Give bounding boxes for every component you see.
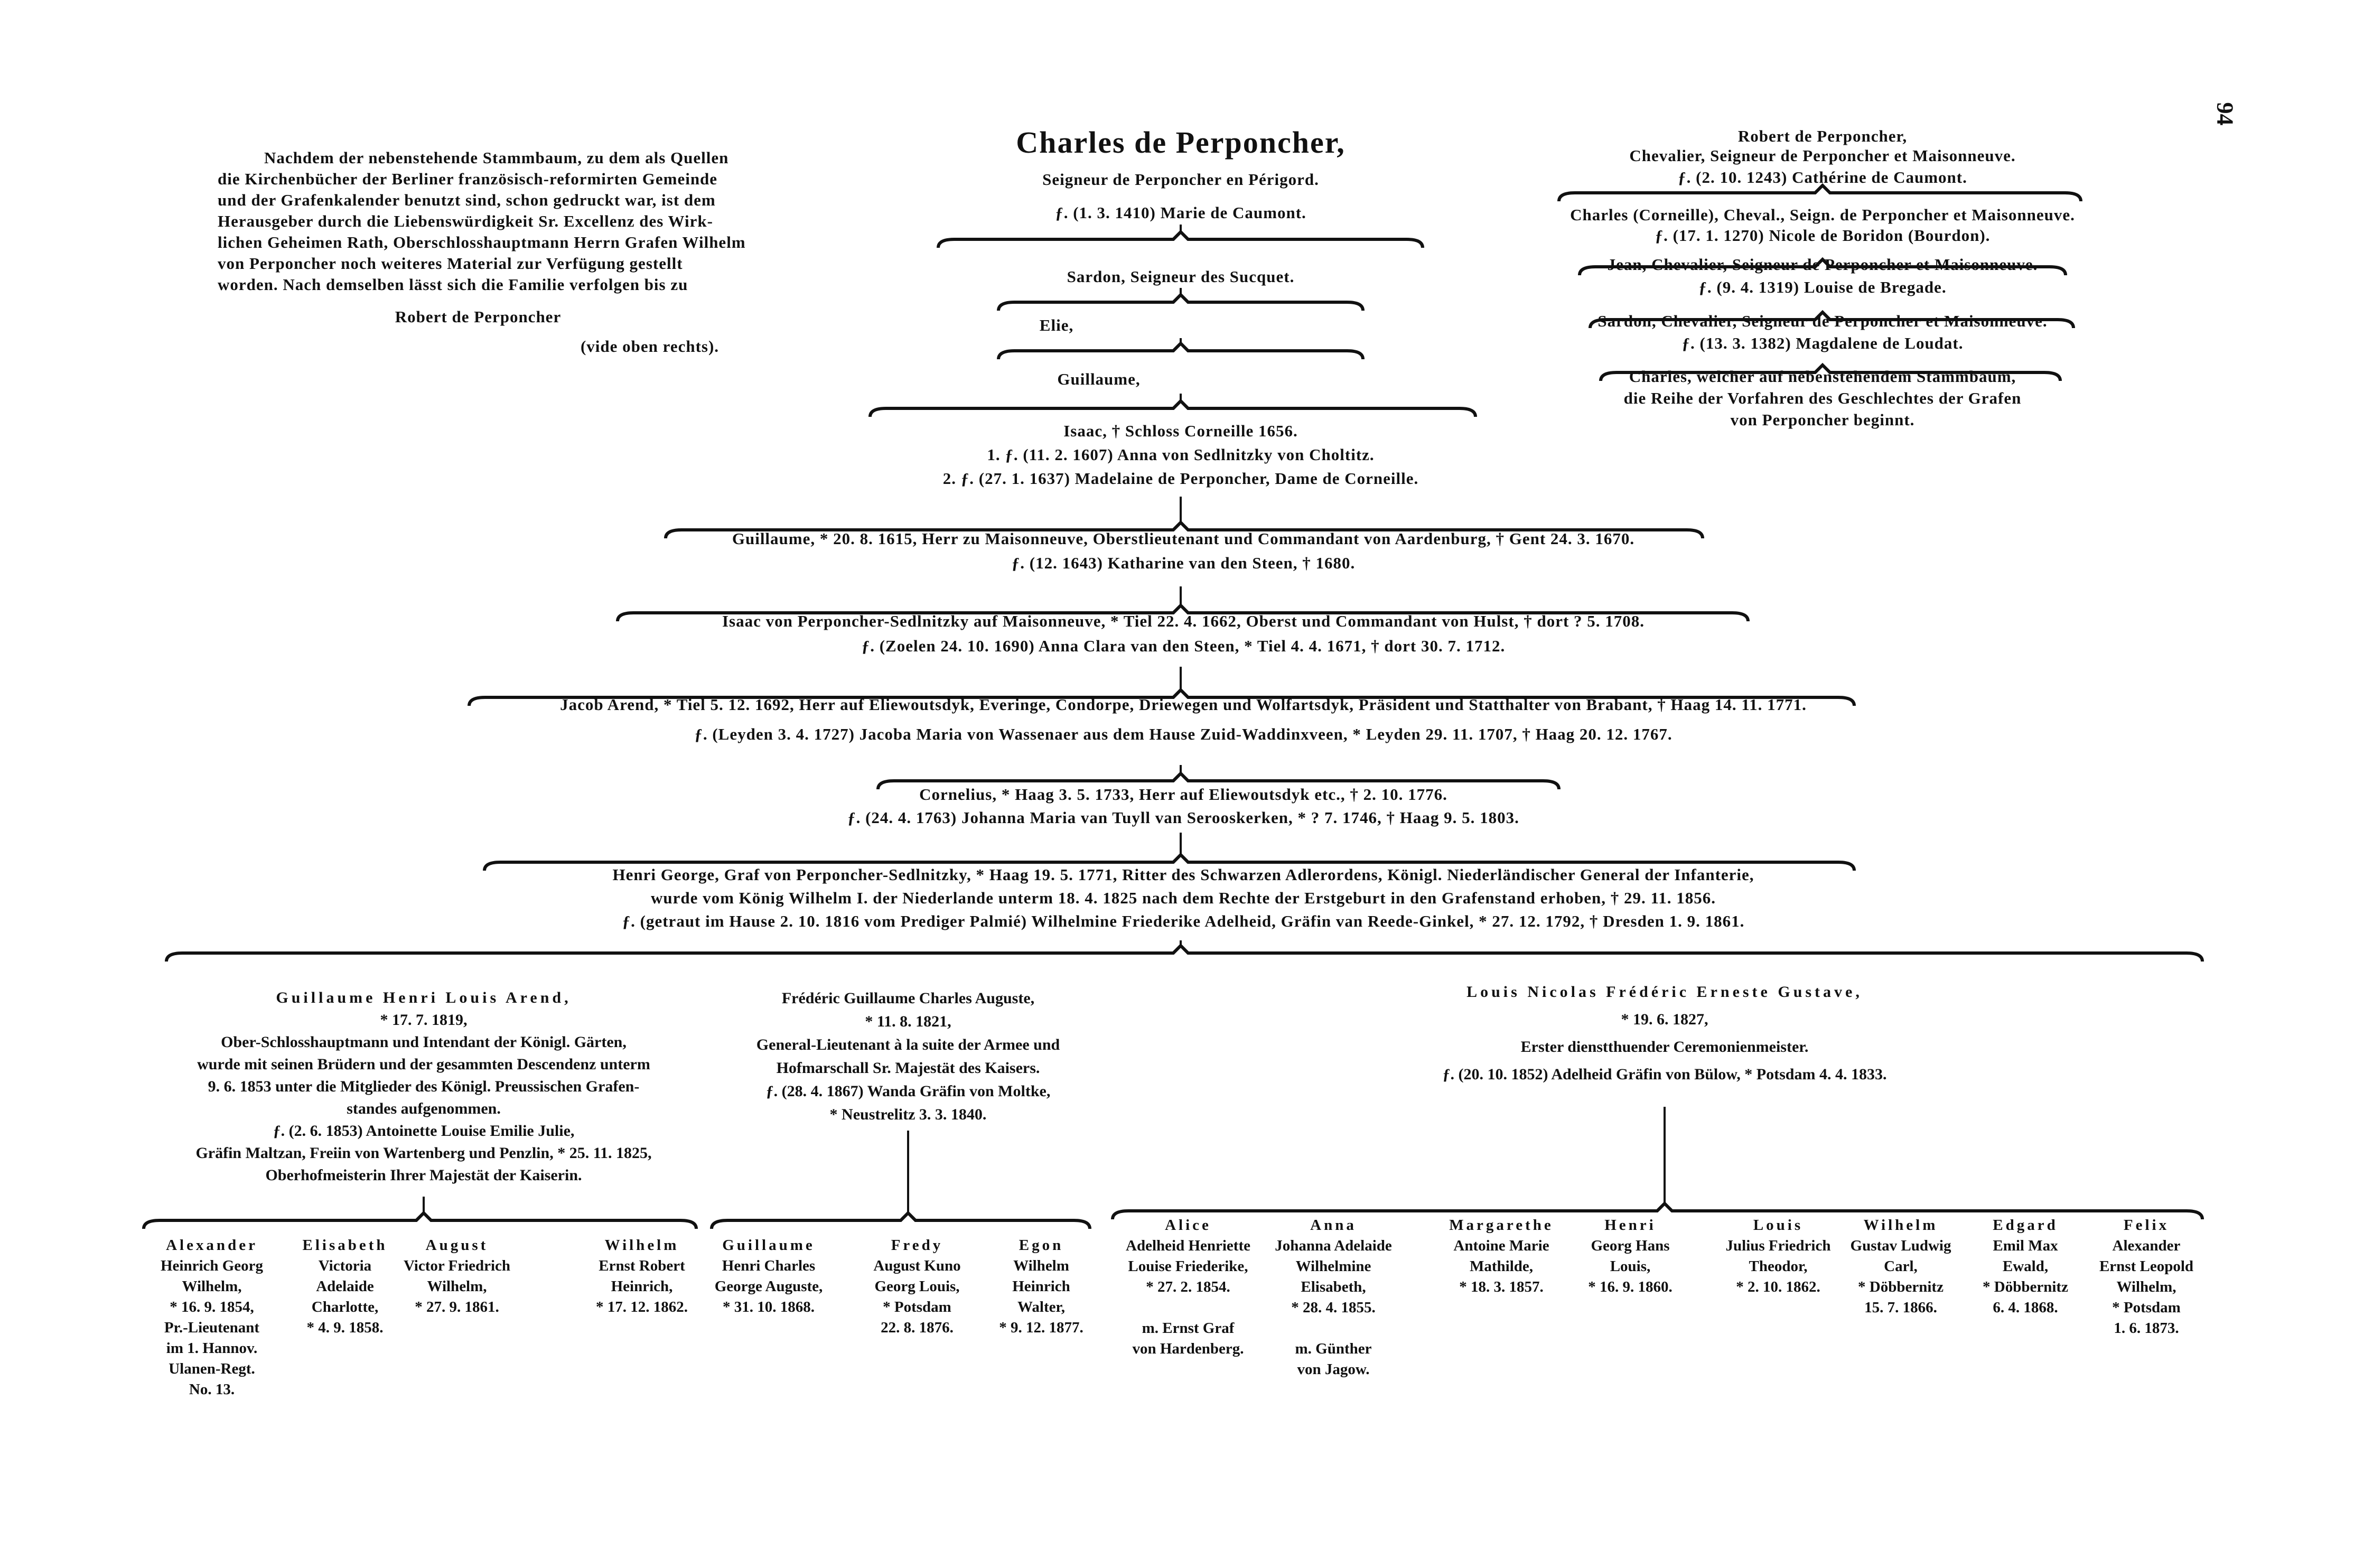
- grandchild-name: Anna: [1310, 1217, 1357, 1234]
- tree-brace: [998, 295, 1363, 311]
- grandchild-detail: Elisabeth,: [1301, 1278, 1366, 1295]
- generation-marriage: ƒ. (12. 1643) Katharine van den Steen, † 1680.: [1011, 554, 1356, 572]
- isaac-marriage-1: 1. ƒ. (11. 2. 1607) Anna von Sedlnitzky von Choltitz.: [987, 445, 1375, 464]
- grandchild-detail: Johanna Adelaide: [1275, 1237, 1392, 1254]
- intro-line: und der Grafenkalender benutzt sind, schon gedruckt war, ist dem: [218, 191, 716, 209]
- tree-brace: [998, 343, 1363, 359]
- grandchild-detail: Alexander: [2112, 1237, 2181, 1254]
- generation-line: Cornelius, * Haag 3. 5. 1733, Herr auf Eliewoutsdyk etc., † 2. 10. 1776.: [919, 785, 1447, 804]
- grandchild-entry: [1449, 1215, 1554, 1298]
- son-name: Frédéric Guillaume Charles Auguste,: [781, 990, 1035, 1007]
- grandchild-detail: Theodor,: [1749, 1258, 1808, 1275]
- son-louis: [1443, 978, 1887, 1088]
- root-line: Seigneur de Perponcher en Périgord.: [1042, 170, 1319, 189]
- grandchild-name: Margarethe: [1449, 1217, 1554, 1234]
- lineage-note: von Perponcher beginnt.: [1730, 410, 1915, 429]
- grandchild-detail: * Döbbernitz: [1858, 1278, 1944, 1295]
- grandchild-name: Wilhelm: [604, 1237, 679, 1254]
- generation-marriage: ƒ. (Zoelen 24. 10. 1690) Anna Clara van den Steen, * Tiel 4. 4. 1671, † dort 30. 7. 1712.: [861, 637, 1506, 655]
- grandchild-entry: [873, 1235, 960, 1338]
- grandchild-detail: Heinrich Georg: [160, 1257, 264, 1274]
- page-number: 94: [2212, 102, 2238, 126]
- lineage-note: Charles, welcher auf nebenstehendem Stammbaum,: [1629, 367, 2016, 386]
- grandchild-detail: Ernst Robert: [599, 1257, 685, 1274]
- grandchild-detail: * 27. 2. 1854.: [1146, 1278, 1230, 1295]
- son-detail: Gräfin Maltzan, Freiin von Wartenberg und Penzlin, * 25. 11. 1825,: [195, 1144, 652, 1162]
- grandchild-name: Guillaume: [722, 1237, 815, 1254]
- grandchild-detail: 15. 7. 1866.: [1864, 1299, 1937, 1316]
- grandchild-detail: Julius Friedrich: [1725, 1237, 1831, 1254]
- generation-sardon: Sardon, Seigneur des Sucquet.: [1067, 267, 1295, 286]
- son-detail: * 11. 8. 1821,: [865, 1013, 951, 1030]
- son-detail: * Neustrelitz 3. 3. 1840.: [829, 1106, 987, 1123]
- intro-line: Nachdem der nebenstehende Stammbaum, zu dem als Quellen: [264, 148, 729, 167]
- son-frederic: [756, 987, 1060, 1126]
- grandchild-detail: * Potsdam: [2112, 1299, 2181, 1316]
- son-name: Guillaume Henri Louis Arend,: [276, 989, 572, 1006]
- intro-signature: Robert de Perponcher: [395, 307, 562, 326]
- grandchild-entry: [2099, 1215, 2193, 1339]
- generation-line: wurde vom König Wilhelm I. der Niederlande unterm 18. 4. 1825 nach dem Rechte der Erstgeburt in den Grafenstand erhoben, † 29. 11. 1856.: [650, 889, 1716, 907]
- grandchild-detail: * 4. 9. 1858.: [306, 1319, 384, 1336]
- grandchild-detail: Victoria: [318, 1257, 372, 1274]
- grandchild-detail: [1275, 1318, 1392, 1339]
- grandchild-name: August: [425, 1237, 489, 1254]
- grandchild-detail: 22. 8. 1876.: [881, 1319, 954, 1336]
- grandchild-name: Louis: [1753, 1217, 1804, 1234]
- grandchild-detail: m. Ernst Graf: [1142, 1320, 1235, 1337]
- grandchild-detail: August Kuno: [873, 1257, 961, 1274]
- grandchild-detail: Adelaide: [316, 1278, 374, 1295]
- son-guillaume: [195, 987, 651, 1187]
- lineage-note: die Reihe der Vorfahren des Geschlechtes der Grafen: [1623, 389, 2022, 407]
- generation-elie: Elie,: [1039, 316, 1074, 334]
- grandchild-detail: * Döbbernitz: [1983, 1278, 2068, 1295]
- grandchild-detail: * 16. 9. 1860.: [1588, 1278, 1673, 1295]
- son-detail: Ober-Schlosshauptmann und Intendant der Königl. Gärten,: [221, 1033, 627, 1051]
- grandchild-detail: Emil Max: [1993, 1237, 2058, 1254]
- generation-marriage: ƒ. (24. 4. 1763) Johanna Maria van Tuyll van Serooskerken, * ? 7. 1746, † Haag 9. 5. 1803.: [847, 808, 1519, 827]
- generation-marriage: ƒ. (getraut im Hause 2. 10. 1816 vom Prediger Palmié) Wilhelmine Friederike Adelheid, Gräfin van Reede-Ginkel, * 27. 12. 1792, † Dresden 1. 9. 1861.: [622, 912, 1745, 930]
- grandchild-detail: * 9. 12. 1877.: [999, 1319, 1083, 1336]
- grandchild-detail: * 31. 10. 1868.: [723, 1299, 815, 1315]
- generation-line: Jacob Arend, * Tiel 5. 12. 1692, Herr auf Eliewoutsdyk, Everinge, Condorpe, Driewegen und Wolfartsdyk, Präsident und Statthalter von Brabant, † Haag 14. 11. 1771.: [560, 695, 1807, 714]
- grandchild-detail: * 27. 9. 1861.: [415, 1299, 499, 1315]
- generation-line: Guillaume, * 20. 8. 1615, Herr zu Maisonneuve, Oberstlieutenant und Commandant von Aardenburg, † Gent 24. 3. 1670.: [732, 529, 1635, 548]
- grandchild-detail: Georg Hans: [1591, 1237, 1670, 1254]
- grandchild-detail: Wilhelm,: [2116, 1278, 2176, 1295]
- lineage-robert-title: Chevalier, Seigneur de Perponcher et Maisonneuve.: [1629, 146, 2016, 165]
- grandchild-entry: [596, 1235, 688, 1318]
- grandchild-name: Henri: [1604, 1217, 1656, 1234]
- intro-note: (vide oben rechts).: [580, 337, 720, 356]
- grandchild-detail: im 1. Hannov.: [166, 1340, 258, 1357]
- grandchild-entry: [1275, 1215, 1392, 1380]
- grandchild-entry: [404, 1235, 510, 1318]
- grandchild-detail: Wilhelm,: [427, 1278, 487, 1295]
- son-detail: 9. 6. 1853 unter die Mitglieder des Königl. Preussischen Grafen-: [208, 1078, 640, 1095]
- intro-line: lichen Geheimen Rath, Oberschlosshauptmann Herrn Grafen Wilhelm: [218, 233, 746, 251]
- grandchild-detail: Victor Friedrich: [403, 1257, 511, 1274]
- lineage-sardon: Sardon, Chevalier, Seigneur de Perponcher et Maisonneuve.: [1597, 312, 2048, 330]
- grandchild-detail: von Hardenberg.: [1132, 1340, 1244, 1357]
- grandchild-detail: * 18. 3. 1857.: [1459, 1278, 1544, 1295]
- grandchild-detail: * 17. 12. 1862.: [596, 1299, 688, 1315]
- grandchild-detail: Pr.-Lieutenant: [164, 1319, 260, 1336]
- generation-marriage: ƒ. (Leyden 3. 4. 1727) Jacoba Maria von Wassenaer aus dem Hause Zuid-Waddinxveen, * Leyden 29. 11. 1707, † Haag 20. 12. 1767.: [694, 725, 1673, 743]
- grandchild-detail: Ernst Leopold: [2099, 1258, 2194, 1275]
- generation-line: Isaac von Perponcher-Sedlnitzky auf Maisonneuve, * Tiel 22. 4. 1662, Oberst und Commandant von Hulst, † dort ? 5. 1708.: [722, 612, 1645, 630]
- lineage-jean-marriage: ƒ. (9. 4. 1319) Louise de Bregade.: [1698, 278, 1947, 296]
- grandchild-detail: 1. 6. 1873.: [2114, 1320, 2179, 1337]
- isaac-line: Isaac, † Schloss Corneille 1656.: [1063, 422, 1298, 440]
- grandchild-detail: m. Günther: [1295, 1340, 1372, 1357]
- grandchild-name: Elisabeth: [302, 1237, 388, 1254]
- grandchild-detail: Antoine Marie: [1453, 1237, 1549, 1254]
- grandchild-entry: [999, 1235, 1083, 1338]
- grandchild-detail: Wilhelm,: [182, 1278, 242, 1295]
- isaac-marriage-2: 2. ƒ. (27. 1. 1637) Madelaine de Perponcher, Dame de Corneille.: [942, 469, 1419, 488]
- grandchild-detail: [1126, 1298, 1250, 1318]
- son-detail: standes aufgenommen.: [347, 1100, 501, 1117]
- grandchild-entry: [302, 1235, 387, 1338]
- son-marriage: ƒ. (2. 6. 1853) Antoinette Louise Emilie Julie,: [273, 1122, 575, 1140]
- grandchild-detail: Heinrich,: [611, 1278, 673, 1295]
- grandchild-detail: Louis,: [1610, 1258, 1651, 1275]
- son-detail: Hofmarschall Sr. Majestät des Kaisers.: [776, 1059, 1040, 1077]
- grandchild-name: Egon: [1019, 1237, 1064, 1254]
- grandchild-detail: Georg Louis,: [874, 1278, 960, 1295]
- grandchild-detail: Gustav Ludwig: [1850, 1237, 1951, 1254]
- grandchild-detail: * Potsdam: [883, 1299, 951, 1315]
- tree-brace: [712, 1213, 1090, 1229]
- grandchild-detail: Carl,: [1884, 1258, 1918, 1275]
- grandchild-detail: George Auguste,: [714, 1278, 823, 1295]
- grandchild-detail: * 2. 10. 1862.: [1736, 1278, 1820, 1295]
- grandchild-detail: Wilhelm: [1013, 1257, 1069, 1274]
- grandchild-detail: Charlotte,: [311, 1299, 379, 1315]
- son-detail: Erster dienstthuender Ceremonienmeister.: [1520, 1038, 1809, 1056]
- grandchild-name: Wilhelm: [1863, 1217, 1938, 1234]
- generation-line: Henri George, Graf von Perponcher-Sedlnitzky, * Haag 19. 5. 1771, Ritter des Schwarzen Adlerordens, Königl. Niederländischer General der Infanterie,: [612, 865, 1754, 884]
- intro-line: die Kirchenbücher der Berliner französisch-reformirten Gemeinde: [218, 170, 718, 188]
- lineage-robert: Robert de Perponcher,: [1737, 127, 1908, 145]
- tree-brace: [166, 946, 2202, 962]
- grandchild-detail: Adelheid Henriette: [1126, 1237, 1250, 1254]
- grandchild-detail: Henri Charles: [722, 1257, 816, 1274]
- tree-brace: [938, 232, 1423, 248]
- generation-guillaume: Guillaume,: [1057, 370, 1141, 388]
- son-marriage: ƒ. (20. 10. 1852) Adelheid Gräfin von Bülow, * Potsdam 4. 4. 1833.: [1442, 1066, 1887, 1083]
- grandchild-entry: [1726, 1215, 1831, 1298]
- grandchild-detail: von Jagow.: [1297, 1361, 1370, 1378]
- grandchild-name: Edgard: [1993, 1217, 2058, 1234]
- lineage-sardon-marriage: ƒ. (13. 3. 1382) Magdalene de Loudat.: [1681, 334, 1964, 352]
- lineage-charles-marriage: ƒ. (17. 1. 1270) Nicole de Boridon (Bourdon).: [1655, 226, 1991, 245]
- son-detail: General-Lieutenant à la suite der Armee und: [756, 1036, 1060, 1053]
- root-title: Charles de Perponcher,: [1016, 125, 1346, 160]
- son-detail: Oberhofmeisterin Ihrer Majestät der Kaiserin.: [265, 1166, 582, 1184]
- son-detail: * 19. 6. 1827,: [1621, 1011, 1708, 1028]
- grandchild-entry: [161, 1235, 263, 1400]
- grandchild-entry: [1126, 1215, 1250, 1359]
- tree-brace: [1559, 185, 2081, 201]
- intro-line: worden. Nach demselben lässt sich die Familie verfolgen bis zu: [218, 275, 688, 294]
- grandchild-detail: No. 13.: [189, 1381, 235, 1398]
- grandchild-detail: Ewald,: [2002, 1258, 2049, 1275]
- grandchild-name: Alice: [1165, 1217, 1211, 1234]
- grandchild-entry: [1588, 1215, 1673, 1298]
- son-name: Louis Nicolas Frédéric Erneste Gustave,: [1466, 983, 1863, 1001]
- grandchild-detail: Heinrich: [1012, 1278, 1070, 1295]
- lineage-charles: Charles (Corneille), Cheval., Seign. de Perponcher et Maisonneuve.: [1570, 206, 2075, 224]
- grandchild-detail: * 16. 9. 1854,: [170, 1299, 254, 1315]
- intro-line: von Perponcher noch weiteres Material zur Verfügung gestellt: [218, 254, 683, 273]
- grandchild-name: Alexander: [166, 1237, 258, 1254]
- grandchild-name: Felix: [2123, 1217, 2170, 1234]
- intro-line: Herausgeber durch die Liebenswürdigkeit Sr. Excellenz des Wirk-: [218, 212, 713, 230]
- grandchild-detail: Mathilde,: [1469, 1258, 1534, 1275]
- grandchild-name: Fredy: [891, 1237, 943, 1254]
- son-marriage: ƒ. (28. 4. 1867) Wanda Gräfin von Moltke,: [765, 1082, 1051, 1100]
- grandchild-entry: [715, 1235, 823, 1318]
- grandchild-entry: [1983, 1215, 2068, 1318]
- grandchild-detail: Ulanen-Regt.: [169, 1360, 255, 1377]
- grandchild-entry: [1851, 1215, 1951, 1318]
- grandchild-detail: Wilhelmine: [1295, 1258, 1371, 1275]
- tree-brace: [144, 1213, 696, 1229]
- root-marriage: ƒ. (1. 3. 1410) Marie de Caumont.: [1055, 203, 1306, 222]
- grandchild-detail: Louise Friederike,: [1128, 1258, 1248, 1275]
- grandchild-detail: Walter,: [1017, 1299, 1065, 1315]
- grandchild-detail: 6. 4. 1868.: [1993, 1299, 2058, 1316]
- lineage-jean: Jean, Chevalier, Seigneur de Perponcher et Maisonneuve.: [1607, 255, 2038, 274]
- son-detail: wurde mit seinen Brüdern und der gesammten Descendenz unterm: [197, 1056, 650, 1073]
- grandchild-detail: * 28. 4. 1855.: [1291, 1299, 1376, 1316]
- lineage-robert-marriage: ƒ. (2. 10. 1243) Cathérine de Caumont.: [1678, 168, 1967, 186]
- son-detail: * 17. 7. 1819,: [380, 1011, 468, 1029]
- tree-brace: [870, 401, 1475, 417]
